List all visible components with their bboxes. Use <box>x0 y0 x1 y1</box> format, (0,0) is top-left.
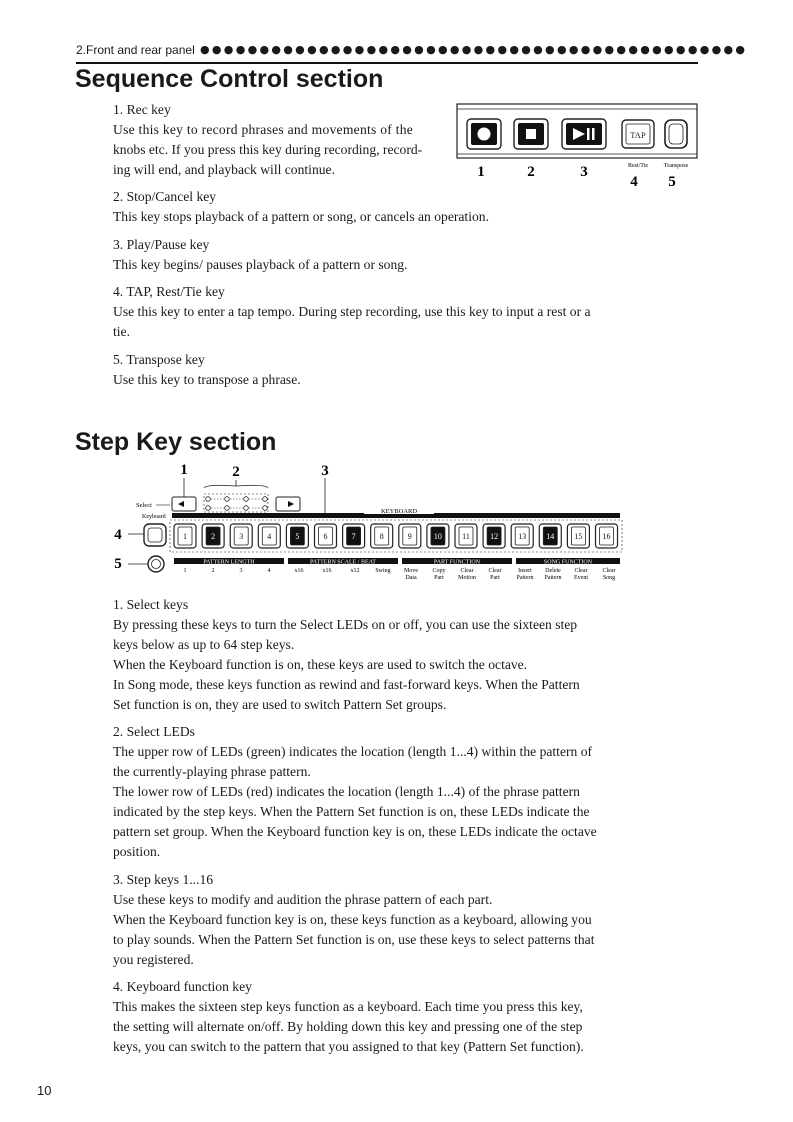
item-line: knobs etc. If you press this key during recording, record- <box>113 142 423 157</box>
item-line: Use this key to record phrases and movements of the <box>113 122 414 137</box>
item-title: 4. TAP, Rest/Tie key <box>113 284 225 299</box>
callout-4: 4 <box>630 174 638 190</box>
step-callout-1: 1 <box>180 462 188 478</box>
sub-label: Motion <box>458 575 476 581</box>
item-line: the setting will alternate on/off. By holding down this key and pressing one of the step <box>113 1019 583 1034</box>
select-led-green <box>263 497 268 502</box>
item-line: ing will end, and playback will continue. <box>113 162 335 177</box>
select-led-red <box>225 506 230 511</box>
step-key-number: 11 <box>462 532 470 541</box>
step-key-4[interactable] <box>258 524 280 548</box>
step-key-7[interactable] <box>343 524 365 548</box>
record-icon <box>478 128 491 141</box>
item-line: indicated by the step keys. When the Pattern Set function is on, these LEDs indicate the <box>113 804 590 819</box>
item-title: 3. Step keys 1...16 <box>113 872 214 887</box>
tap-rest-tie-key[interactable] <box>622 120 654 148</box>
sub-label: Swing <box>375 568 391 574</box>
step-key-number: 4 <box>267 532 272 541</box>
sub-label: Part <box>490 575 500 581</box>
select-led-green <box>206 497 211 502</box>
transpose-label: Transpose <box>663 163 689 169</box>
item-title: 2. Stop/Cancel key <box>113 189 217 204</box>
step-key-6[interactable] <box>315 524 337 548</box>
play-pause-key[interactable] <box>562 119 606 149</box>
rec-key[interactable] <box>467 119 501 149</box>
sub-label: Clear <box>574 568 588 574</box>
sub-label: Pattern <box>544 575 562 581</box>
step-key-12[interactable] <box>483 524 505 548</box>
select-key-right[interactable] <box>276 497 300 511</box>
group-song-function <box>516 558 620 566</box>
step-key-5[interactable] <box>286 524 308 548</box>
item-title: 3. Play/Pause key <box>113 237 210 252</box>
sub-label: Part <box>434 575 444 581</box>
item-line: When the Keyboard function key is on, these keys function as a keyboard, allowing you <box>113 912 592 927</box>
item-line: The lower row of LEDs (red) indicates the location (length 1...4) of the phrase pattern <box>113 784 580 799</box>
item-line: pattern set group. When the Keyboard function key is on, these LEDs indicate the octave <box>113 824 597 839</box>
step-key-number: 6 <box>323 532 328 541</box>
step-key-13[interactable] <box>511 524 533 548</box>
step-key-number: 9 <box>407 532 412 541</box>
seq-item-play <box>113 235 407 275</box>
transpose-key[interactable] <box>665 120 687 148</box>
sub-label: 1 <box>183 568 187 574</box>
step-key-3[interactable] <box>230 524 252 548</box>
seq-section-title: Sequence Control section <box>75 65 384 93</box>
item-title: 1. Select keys <box>113 597 189 612</box>
group-label: SONG FUNCTION <box>543 559 593 566</box>
sub-label: 2 <box>211 568 215 574</box>
sub-label: Data <box>405 575 417 581</box>
item-line: to play sounds. When the Pattern Set function is on, use these keys to select patterns that <box>113 932 595 947</box>
keyboard-small-label: Keyboard <box>142 514 166 520</box>
step-key-number: 14 <box>546 532 555 541</box>
sub-label: 3 <box>239 568 243 574</box>
keyboard-bar-label: KEYBOARD <box>380 508 418 515</box>
group-part-function <box>402 558 512 566</box>
step-key-11[interactable] <box>455 524 477 548</box>
step-key-number: 13 <box>518 532 527 541</box>
group-pattern-scale <box>288 558 398 566</box>
step-key-9[interactable] <box>399 524 421 548</box>
sub-label: Insert <box>518 568 532 574</box>
item-line: When the Keyboard function is on, these keys are used to switch the octave. <box>113 657 528 672</box>
select-led-green <box>244 497 249 502</box>
step-key-number: 12 <box>490 532 499 541</box>
callout-5: 5 <box>668 174 676 190</box>
stop-icon <box>526 129 536 139</box>
step-callout-2: 2 <box>232 464 240 480</box>
step-item-select-leds <box>113 722 597 862</box>
sub-label: Song <box>602 575 616 581</box>
callout-2: 2 <box>527 164 535 180</box>
step-key-14[interactable] <box>539 524 561 548</box>
step-section-title: Step Key section <box>75 428 277 456</box>
step-key-number: 5 <box>295 532 300 541</box>
seq-item-tap <box>113 282 591 342</box>
sub-label: x16 <box>294 568 304 574</box>
sub-label: Event <box>574 575 588 581</box>
stop-cancel-key[interactable] <box>514 119 548 149</box>
item-line: keys below as up to 64 step keys. <box>113 637 295 652</box>
step-key-10[interactable] <box>427 524 449 548</box>
step-key-number: 3 <box>239 532 244 541</box>
step-key-number: 15 <box>574 532 583 541</box>
sub-label: Clear <box>602 568 616 574</box>
sub-label: Move <box>404 568 418 574</box>
pattern-set-button[interactable] <box>148 556 164 572</box>
select-led-green <box>225 497 230 502</box>
select-leds <box>206 497 268 511</box>
seq-item-rec <box>113 100 422 180</box>
running-header <box>76 43 748 63</box>
step-key-number: 10 <box>433 532 442 541</box>
step-key-number: 8 <box>379 532 384 541</box>
select-label: Select <box>136 502 152 509</box>
item-line: keys, you can switch to the pattern that you assigned to that key (Pattern Set function). <box>113 1039 584 1054</box>
seq-item-stop <box>113 187 489 227</box>
item-line: you registered. <box>113 952 194 967</box>
step-callout-5: 5 <box>114 556 122 572</box>
item-line: By pressing these keys to turn the Select LEDs on or off, you can use the sixteen step <box>113 617 578 632</box>
item-line: the currently-playing phrase pattern. <box>113 764 311 779</box>
select-key-left[interactable] <box>172 497 196 511</box>
callout-1: 1 <box>477 164 485 180</box>
step-key-number: 16 <box>602 532 611 541</box>
tap-label: TAP <box>630 130 646 140</box>
item-line: Set function is on, they are used to switch Pattern Set groups. <box>113 697 447 712</box>
item-line: The upper row of LEDs (green) indicates the location (length 1...4) within the pattern of <box>113 744 593 759</box>
sub-label: x12 <box>350 568 360 574</box>
sub-label: Clear <box>488 568 502 574</box>
step-key-number: 1 <box>183 532 187 541</box>
item-title: 2. Select LEDs <box>113 724 195 739</box>
item-title: 4. Keyboard function key <box>113 979 252 994</box>
item-line: This makes the sixteen step keys function as a keyboard. Each time you press this key, <box>113 999 583 1014</box>
step-key-1[interactable] <box>174 524 196 548</box>
step-keys <box>174 524 618 548</box>
step-key-number: 2 <box>211 532 216 541</box>
sub-label: Copy <box>432 568 446 574</box>
callout-3: 3 <box>580 164 588 180</box>
item-line: This key stops playback of a pattern or song, or cancels an operation. <box>113 209 489 224</box>
item-line: position. <box>113 844 161 859</box>
item-line: tie. <box>113 324 130 339</box>
sub-label: Pattern <box>516 575 534 581</box>
seq-item-transpose <box>113 350 301 390</box>
keyboard-function-key[interactable] <box>144 524 166 546</box>
rest-tie-label: Rest/Tie <box>627 163 649 169</box>
step-item-step-keys <box>113 870 594 970</box>
sequence-control-figure <box>452 100 702 192</box>
step-callout-4: 4 <box>114 527 122 543</box>
item-line: Use this key to enter a tap tempo. During step recording, use this key to input a rest or a <box>113 304 591 319</box>
item-line: Use these keys to modify and audition the phrase pattern of each part. <box>113 892 493 907</box>
sub-label: Clear <box>460 568 474 574</box>
select-led-red <box>244 506 249 511</box>
sub-label: 4 <box>267 568 271 574</box>
step-key-figure <box>108 458 628 586</box>
item-line: Use this key to transpose a phrase. <box>113 372 301 387</box>
sub-label: Delete <box>545 568 561 574</box>
step-item-select-keys <box>113 595 580 715</box>
group-label: PART FUNCTION <box>433 559 481 566</box>
header-rule <box>76 62 698 64</box>
group-pattern-length <box>174 558 284 566</box>
step-key-16[interactable] <box>596 524 618 548</box>
step-key-8[interactable] <box>371 524 393 548</box>
item-title: 1. Rec key <box>113 102 171 117</box>
step-key-number: 7 <box>351 532 356 541</box>
step-item-keyboard-function <box>113 977 584 1057</box>
item-line: In Song mode, these keys function as rewind and fast-forward keys. When the Pattern <box>113 677 580 692</box>
item-title: 5. Transpose key <box>113 352 205 367</box>
sub-label: x16 <box>322 568 332 574</box>
step-key-2[interactable] <box>202 524 224 548</box>
header-dot-leader: ●●●●●●●●●●●●●●●●●●●●●●●●●●●●●●●●●●●●●●●●●●●●●● <box>200 43 748 56</box>
select-led-red <box>206 506 211 511</box>
step-key-15[interactable] <box>567 524 589 548</box>
select-led-red <box>263 506 268 511</box>
page-number: 10 <box>37 1083 52 1098</box>
sub-labels <box>184 568 616 581</box>
step-callout-3: 3 <box>321 463 329 479</box>
item-line: This key begins/ pauses playback of a pattern or song. <box>113 257 408 272</box>
group-label: PATTERN SCALE / BEAT <box>310 559 376 566</box>
chapter-label: 2.Front and rear panel <box>76 43 195 57</box>
group-label: PATTERN LENGTH <box>203 559 255 566</box>
